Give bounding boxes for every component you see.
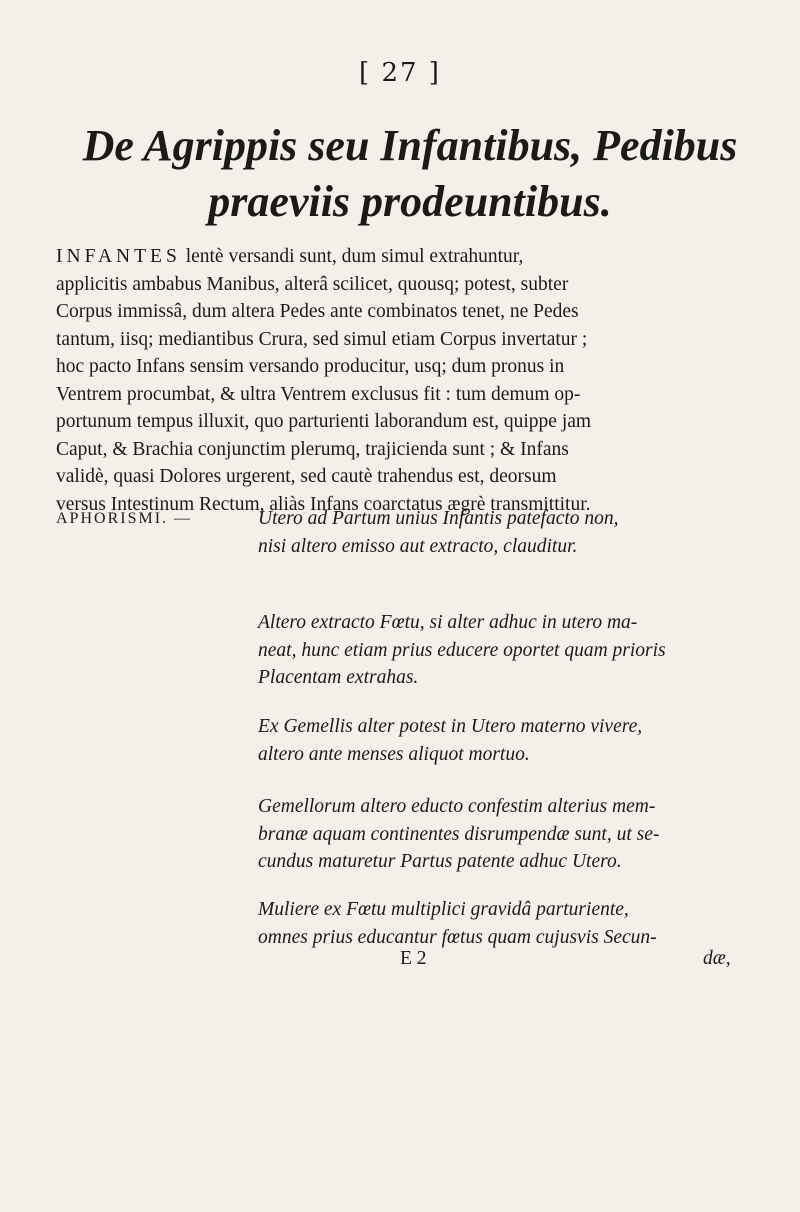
aphorism-5 (258, 896, 758, 951)
paragraph-line: applicitis ambabus Manibus, alterâ scilicet, quousq; potest, subter (56, 273, 569, 295)
aphorism-3 (258, 713, 758, 768)
aphorismi-label: APHORISMI. — (56, 510, 193, 527)
aphorism-line: Utero ad Partum unius Infantis patefacto non, (258, 508, 619, 529)
opening-word: INFANTES (56, 246, 181, 267)
aphorism-line: Altero extracto Fœtu, si alter adhuc in utero ma- (258, 612, 638, 633)
aphorism-line: branæ aquam continentes disrumpendæ sunt, ut se- (258, 823, 660, 845)
aphorism-line: cundus maturetur Partus patente adhuc Utero. (258, 851, 622, 872)
aphorism-line: Gemellorum altero educto confestim alterius mem- (258, 796, 656, 817)
aphorism-line: Muliere ex Fœtu multiplici gravidâ parturiente, (258, 899, 629, 920)
aphorism-1 (258, 505, 758, 560)
aphorism-line: Ex Gemellis alter potest in Utero materno vivere, (258, 716, 643, 737)
chapter-title-line-2: praeviis prodeuntibus. (208, 177, 612, 226)
aphorism-line: omnes prius educantur fœtus quam cujusvis Secun- (258, 926, 657, 948)
aphorism-line: neat, hunc etiam prius educere oportet quam prioris (258, 639, 666, 661)
paragraph-line: tantum, iisq; mediantibus Crura, sed simul etiam Corpus invertatur ; (56, 328, 588, 350)
aphorism-line: altero ante menses aliquot mortuo. (258, 743, 530, 765)
aphorism-4 (258, 793, 758, 876)
aphorism-line: Placentam extrahas. (258, 667, 419, 688)
paragraph-line: portunum tempus illuxit, quo parturienti laborandum est, quippe jam (56, 411, 592, 432)
catchword: dæ, (703, 948, 731, 969)
paragraph-line: Ventrem procumbat, & ultra Ventrem exclusus fit : tum demum op- (56, 383, 581, 405)
chapter-title (60, 118, 760, 230)
signature-mark: E 2 (400, 948, 427, 969)
chapter-title-line-1: De Agrippis seu Infantibus, Pedibus (82, 121, 738, 170)
paragraph-line: INFANTES lentè versandi sunt, dum simul extrahuntur, (56, 246, 524, 267)
main-paragraph (56, 243, 756, 518)
aphorism-line: nisi altero emisso aut extracto, clauditur. (258, 535, 578, 557)
aphorism-2 (258, 609, 758, 692)
paragraph-line: hoc pacto Infans sensim versando producitur, usq; dum pronus in (56, 356, 565, 377)
page-number: [ 27 ] (359, 58, 441, 88)
paragraph-line: versus Intestinum Rectum, aliàs Infans coarctatus ægrè transmittitur. (56, 493, 591, 515)
paragraph-line: validè, quasi Dolores urgerent, sed cautè trahendus est, deorsum (56, 466, 557, 487)
paragraph-line: Caput, & Brachia conjunctim plerumq, trajicienda sunt ; & Infans (56, 438, 569, 460)
paragraph-line: Corpus immissâ, dum altera Pedes ante combinatos tenet, ne Pedes (56, 301, 579, 322)
